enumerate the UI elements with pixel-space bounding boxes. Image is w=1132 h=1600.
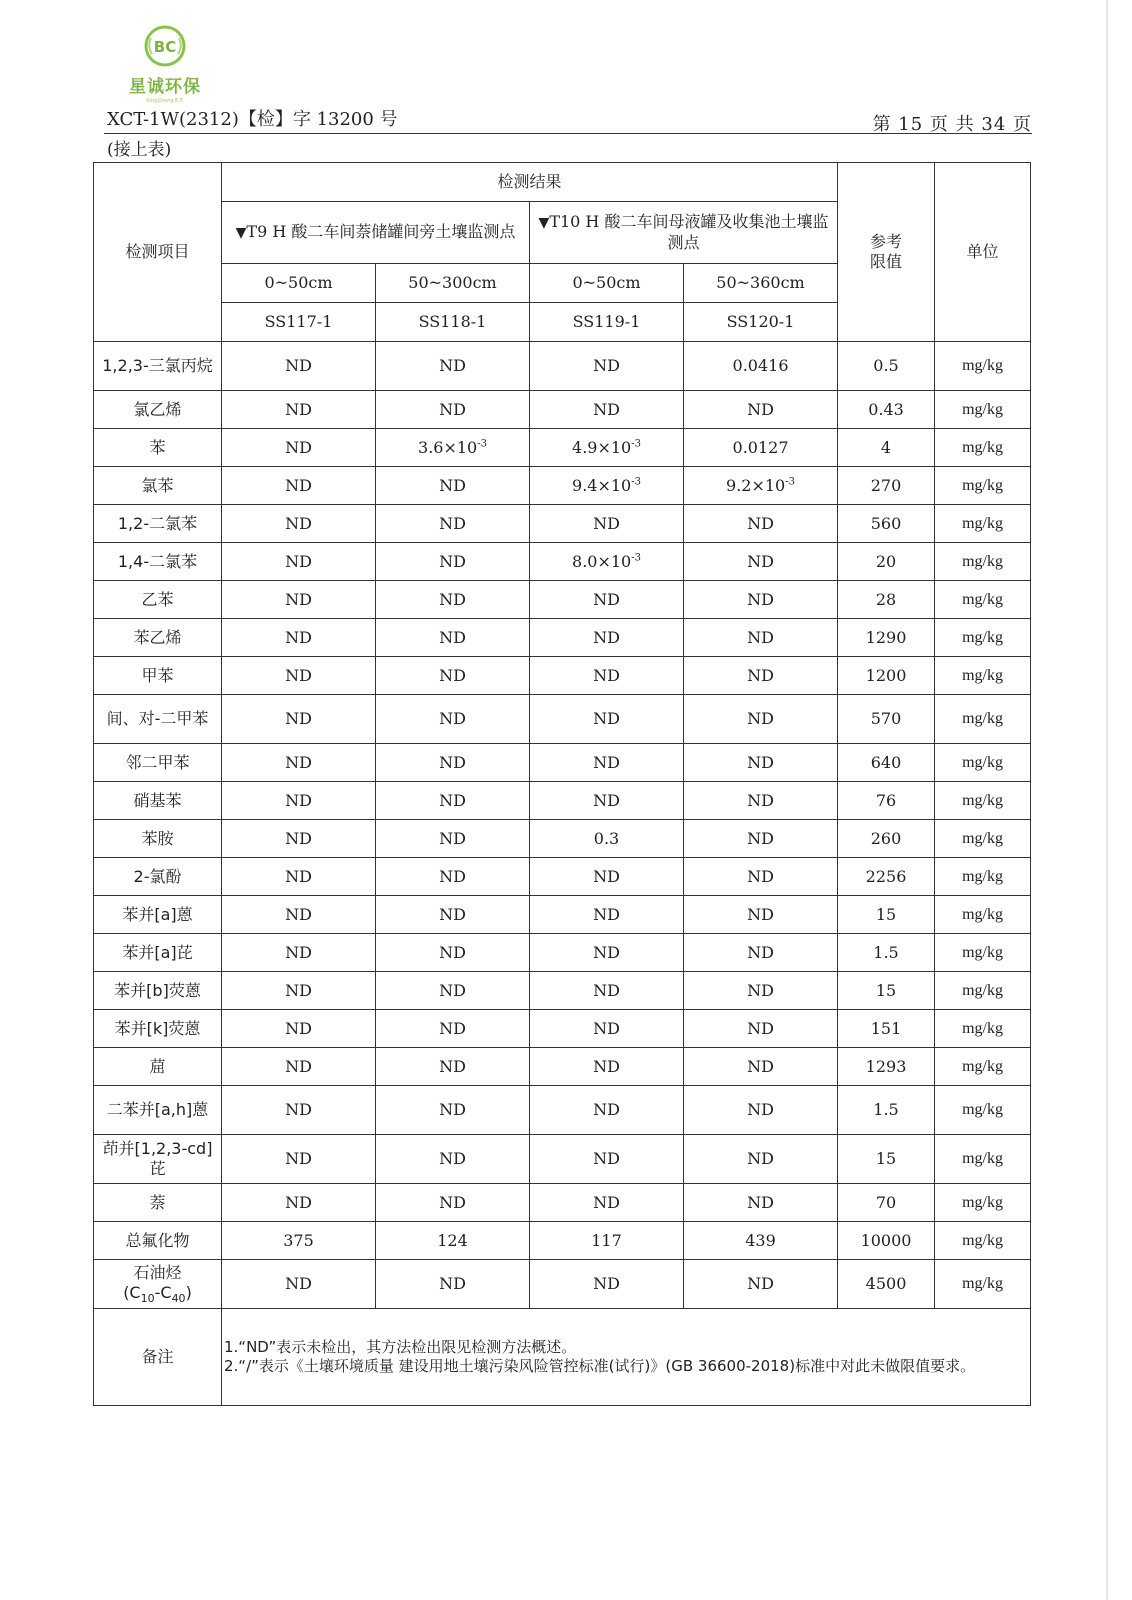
result-value: ND [530, 619, 684, 657]
table-row [94, 342, 1031, 391]
result-value: ND [222, 972, 376, 1010]
reference-limit: 0.5 [838, 342, 935, 391]
analyte-name: 1,4-二氯苯 [94, 543, 222, 581]
reference-limit: 260 [838, 820, 935, 858]
result-value: ND [222, 858, 376, 896]
analyte-name: 间、对-二甲苯 [94, 695, 222, 744]
result-value: ND [684, 934, 838, 972]
depth-header: 50~300cm [376, 264, 530, 303]
result-value: ND [684, 505, 838, 543]
unit: mg/kg [935, 972, 1031, 1010]
table-row [94, 1048, 1031, 1086]
result-value: ND [376, 896, 530, 934]
result-value: ND [530, 695, 684, 744]
result-value: ND [376, 1048, 530, 1086]
reference-limit: 560 [838, 505, 935, 543]
unit: mg/kg [935, 1048, 1031, 1086]
table-row [94, 1222, 1031, 1260]
table-row [94, 896, 1031, 934]
result-value: ND [376, 744, 530, 782]
unit: mg/kg [935, 543, 1031, 581]
table-row [94, 744, 1031, 782]
unit: mg/kg [935, 619, 1031, 657]
analyte-name: 苯并[a]芘 [94, 934, 222, 972]
result-value: ND [376, 858, 530, 896]
unit: mg/kg [935, 1135, 1031, 1184]
logo-subtitle: XingCheng E.P. [146, 98, 184, 104]
result-value: ND [684, 858, 838, 896]
logo-name: 星诚环保 [129, 77, 201, 97]
depth-header: 50~360cm [684, 264, 838, 303]
table-row [94, 391, 1031, 429]
result-value: ND [222, 744, 376, 782]
reference-limit: 4500 [838, 1260, 935, 1309]
analyte-name: 苯并[b]荧蒽 [94, 972, 222, 1010]
result-value: $8.0\times 10^{-3}$ [530, 543, 684, 581]
result-value: ND [376, 581, 530, 619]
analyte-name: 苯并[k]荧蒽 [94, 1010, 222, 1048]
analyte-name: 邻二甲苯 [94, 744, 222, 782]
result-value: ND [376, 782, 530, 820]
logo-mark-text: BC [153, 38, 177, 56]
result-value: ND [222, 896, 376, 934]
result-value: 117 [530, 1222, 684, 1260]
result-value: $9.4\times 10^{-3}$ [530, 467, 684, 505]
depth-header: 0~50cm [222, 264, 376, 303]
result-value: ND [222, 1135, 376, 1184]
unit: mg/kg [935, 657, 1031, 695]
result-value: ND [684, 543, 838, 581]
note-line: 1.“ND”表示未检出，其方法检出限见检测方法概述。 [224, 1338, 577, 1357]
location-header-t9 [222, 202, 530, 264]
result-value: ND [530, 1086, 684, 1135]
triangle-marker-icon: ▼ [538, 215, 550, 232]
result-value: ND [530, 1260, 684, 1309]
unit: mg/kg [935, 429, 1031, 467]
unit: mg/kg [935, 1010, 1031, 1048]
analyte-name: 苯乙烯 [94, 619, 222, 657]
reference-limit: 20 [838, 543, 935, 581]
result-value: ND [530, 342, 684, 391]
sample-id-header: SS120-1 [684, 303, 838, 342]
analyte-name: 萘 [94, 1184, 222, 1222]
result-value: ND [222, 619, 376, 657]
result-value: ND [222, 782, 376, 820]
reference-limit: 15 [838, 1135, 935, 1184]
unit: mg/kg [935, 1260, 1031, 1309]
result-value: ND [376, 820, 530, 858]
result-value: ND [684, 581, 838, 619]
result-value: ND [222, 467, 376, 505]
result-value: ND [684, 1260, 838, 1309]
result-value: ND [684, 619, 838, 657]
result-value: ND [684, 1184, 838, 1222]
unit: mg/kg [935, 896, 1031, 934]
result-value: ND [376, 505, 530, 543]
result-value: ND [222, 1184, 376, 1222]
unit: mg/kg [935, 1222, 1031, 1260]
reference-label: 参考限值 [870, 232, 903, 271]
result-value: ND [684, 820, 838, 858]
result-value: ND [530, 1135, 684, 1184]
document-number: XCT-1W(2312)【检】字 13200 号 [107, 109, 398, 130]
unit: mg/kg [935, 1184, 1031, 1222]
result-value: ND [376, 391, 530, 429]
result-value: ND [530, 782, 684, 820]
table-row [94, 619, 1031, 657]
result-value: ND [222, 505, 376, 543]
reference-limit: 28 [838, 581, 935, 619]
header-rule [104, 133, 1032, 134]
result-value: ND [684, 972, 838, 1010]
reference-limit: 4 [838, 429, 935, 467]
table-row [94, 972, 1031, 1010]
result-value: ND [376, 1086, 530, 1135]
result-value: ND [222, 1048, 376, 1086]
result-value: ND [222, 543, 376, 581]
table-row [94, 581, 1031, 619]
reference-limit: 0.43 [838, 391, 935, 429]
continuation-label: (接上表) [107, 140, 172, 160]
analyte-name: 䓛 [94, 1048, 222, 1086]
unit: mg/kg [935, 581, 1031, 619]
result-value: ND [530, 896, 684, 934]
reference-limit: 640 [838, 744, 935, 782]
result-value: ND [222, 657, 376, 695]
analyte-name: 石油烃 $(C_{10}-C_{40})$ [94, 1260, 222, 1309]
result-value: ND [376, 619, 530, 657]
result-value: ND [376, 934, 530, 972]
reference-limit: 270 [838, 467, 935, 505]
unit: mg/kg [935, 467, 1031, 505]
result-value: ND [530, 972, 684, 1010]
result-value: ND [530, 391, 684, 429]
reference-limit: 1293 [838, 1048, 935, 1086]
result-value: ND [376, 1135, 530, 1184]
result-value: ND [684, 744, 838, 782]
result-value: 375 [222, 1222, 376, 1260]
reference-limit: 15 [838, 896, 935, 934]
result-value: ND [376, 695, 530, 744]
analyte-name: 1,2-二氯苯 [94, 505, 222, 543]
table-row [94, 467, 1031, 505]
analyte-name: 乙苯 [94, 581, 222, 619]
result-value: ND [684, 782, 838, 820]
result-value: ND [684, 896, 838, 934]
reference-limit: 2256 [838, 858, 935, 896]
table-row [94, 782, 1031, 820]
result-value: ND [222, 1010, 376, 1048]
table-row [94, 1135, 1031, 1184]
table-row [94, 820, 1031, 858]
result-value: ND [376, 972, 530, 1010]
result-value: 0.0416 [684, 342, 838, 391]
analyte-name: 苯并[a]蒽 [94, 896, 222, 934]
table-row [94, 858, 1031, 896]
reference-limit: 1.5 [838, 934, 935, 972]
result-value: ND [376, 543, 530, 581]
result-value: ND [530, 505, 684, 543]
notes-row [94, 1309, 1031, 1406]
result-value: ND [530, 1184, 684, 1222]
col-header-results: 检测结果 [222, 163, 838, 202]
table-row [94, 1086, 1031, 1135]
unit: mg/kg [935, 782, 1031, 820]
reference-limit: 10000 [838, 1222, 935, 1260]
result-value: ND [222, 391, 376, 429]
location-name: T9 H 酸二车间萘储罐间旁土壤监测点 [246, 222, 516, 242]
result-value: ND [530, 934, 684, 972]
table-row [94, 1260, 1031, 1309]
depth-header: 0~50cm [530, 264, 684, 303]
result-value: ND [376, 657, 530, 695]
location-name: T10 H 酸二车间母液罐及收集池土壤监测点 [549, 212, 829, 252]
result-value: ND [530, 581, 684, 619]
analyte-name: 硝基苯 [94, 782, 222, 820]
table-row [94, 505, 1031, 543]
analyte-name: 2-氯酚 [94, 858, 222, 896]
result-value: ND [222, 1086, 376, 1135]
result-value: ND [376, 1184, 530, 1222]
analyte-name: 1,2,3-三氯丙烷 [94, 342, 222, 391]
reference-limit: 70 [838, 1184, 935, 1222]
reference-limit: 76 [838, 782, 935, 820]
unit: mg/kg [935, 505, 1031, 543]
reference-limit: 1.5 [838, 1086, 935, 1135]
sample-id-header: SS119-1 [530, 303, 684, 342]
unit: mg/kg [935, 342, 1031, 391]
result-value: ND [530, 858, 684, 896]
analyte-name: 总氟化物 [94, 1222, 222, 1260]
result-value: ND [222, 581, 376, 619]
reference-limit: 15 [838, 972, 935, 1010]
analyte-name: 氯乙烯 [94, 391, 222, 429]
result-value: ND [684, 391, 838, 429]
page-info: 第 15 页 共 34 页 [872, 114, 1032, 135]
notes-content [222, 1309, 1031, 1406]
table-row [94, 934, 1031, 972]
triangle-marker-icon: ▼ [235, 225, 247, 242]
analyte-name: 氯苯 [94, 467, 222, 505]
result-value: $9.2\times 10^{-3}$ [684, 467, 838, 505]
location-header-t10 [530, 202, 838, 264]
col-header-unit: 单位 [935, 163, 1031, 342]
result-value: ND [684, 1135, 838, 1184]
result-value: ND [222, 934, 376, 972]
unit: mg/kg [935, 391, 1031, 429]
analyte-name: 苯胺 [94, 820, 222, 858]
result-value: ND [530, 657, 684, 695]
result-value: ND [222, 429, 376, 467]
result-value: ND [222, 695, 376, 744]
scan-edge-line [1106, 0, 1108, 1600]
result-value: ND [684, 695, 838, 744]
note-line: 2.“/”表示《土壤环境质量 建设用地土壤污染风险管控标准(试行)》(GB 36600-2018)标准中对此未做限值要求。 [224, 1357, 976, 1375]
result-value: ND [530, 1048, 684, 1086]
result-value: ND [376, 1260, 530, 1309]
analyte-name: 二苯并[a,h]蒽 [94, 1086, 222, 1135]
unit: mg/kg [935, 934, 1031, 972]
reference-limit: 151 [838, 1010, 935, 1048]
result-value: ND [376, 342, 530, 391]
unit: mg/kg [935, 1086, 1031, 1135]
result-value: ND [684, 657, 838, 695]
result-value: ND [684, 1010, 838, 1048]
analyte-name: 甲苯 [94, 657, 222, 695]
leaf-badge-icon [143, 24, 187, 68]
result-value: 0.3 [530, 820, 684, 858]
table-row [94, 543, 1031, 581]
table-row [94, 657, 1031, 695]
col-header-reference [838, 163, 935, 342]
result-value: ND [222, 820, 376, 858]
table-row [94, 695, 1031, 744]
result-value: ND [530, 744, 684, 782]
result-value: $4.9\times 10^{-3}$ [530, 429, 684, 467]
reference-limit: 570 [838, 695, 935, 744]
result-value: ND [684, 1048, 838, 1086]
result-value: 0.0127 [684, 429, 838, 467]
col-header-item: 检测项目 [94, 163, 222, 342]
result-value: 439 [684, 1222, 838, 1260]
sample-id-header: SS118-1 [376, 303, 530, 342]
result-value: ND [530, 1010, 684, 1048]
company-logo [120, 24, 210, 104]
table-row [94, 1184, 1031, 1222]
reference-limit: 1290 [838, 619, 935, 657]
result-value: ND [222, 342, 376, 391]
sample-id-header: SS117-1 [222, 303, 376, 342]
analyte-name: 苯 [94, 429, 222, 467]
unit: mg/kg [935, 695, 1031, 744]
notes-label: 备注 [94, 1309, 222, 1406]
result-value: ND [222, 1260, 376, 1309]
table-row [94, 1010, 1031, 1048]
result-value: ND [684, 1086, 838, 1135]
result-value: ND [376, 1010, 530, 1048]
table-row [94, 429, 1031, 467]
analyte-name: 茚并[1,2,3-cd]芘 [94, 1135, 222, 1184]
unit: mg/kg [935, 858, 1031, 896]
result-value: $3.6\times 10^{-3}$ [376, 429, 530, 467]
unit: mg/kg [935, 820, 1031, 858]
unit: mg/kg [935, 744, 1031, 782]
reference-limit: 1200 [838, 657, 935, 695]
results-table [93, 162, 1031, 1406]
result-value: ND [376, 467, 530, 505]
result-value: 124 [376, 1222, 530, 1260]
